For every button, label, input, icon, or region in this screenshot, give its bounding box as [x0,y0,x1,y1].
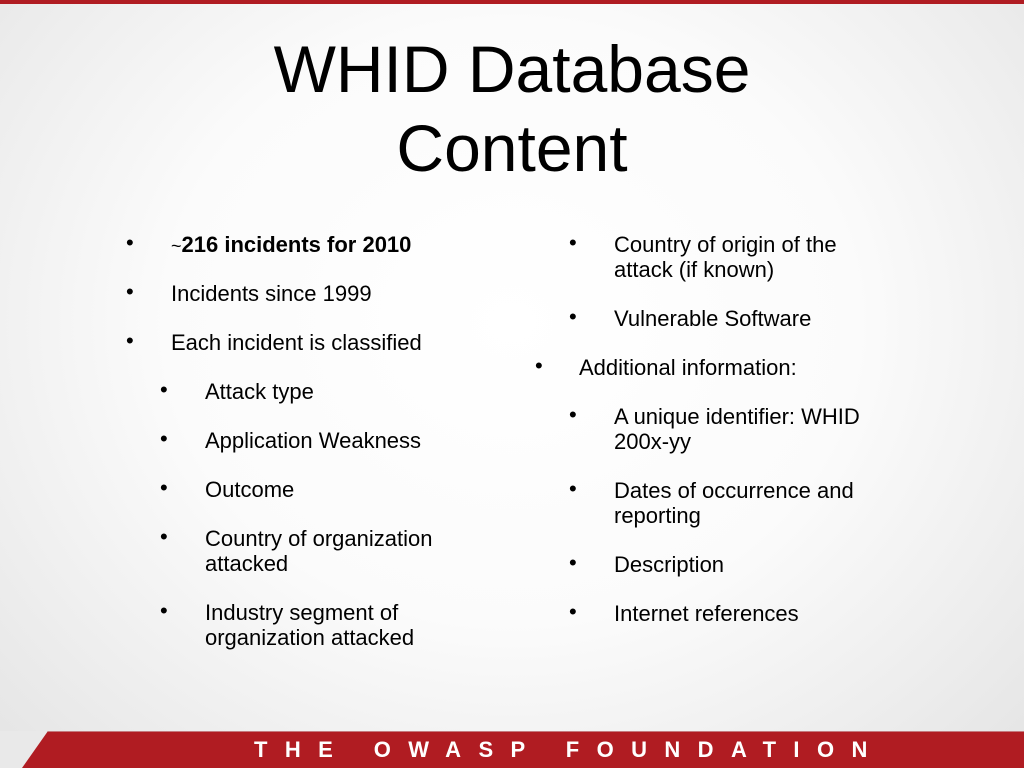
list-item-line-1: Industry segment of [205,600,399,625]
list-item: Additional information: [579,355,797,380]
list-item-line-1: Country of origin of the [614,232,837,257]
list-item-line-2: organization attacked [205,625,415,650]
list-item: Application Weakness [205,428,422,453]
list-item-line-1: A unique identifier: WHID [614,404,860,429]
bullet-icon: • [160,524,168,549]
list-item: Attack type [205,379,314,404]
list-item-text: 216 incidents for 2010 [181,232,412,257]
slide-title-line-2: Content [396,111,628,185]
list-item-line-1: Dates of occurrence and [614,478,854,503]
bullet-icon: • [535,353,543,378]
tilde-prefix: ~ [171,236,182,256]
top-accent-rule [0,0,1024,4]
list-item-line-2: reporting [614,503,701,528]
bullet-icon: • [569,599,577,624]
bullet-icon: • [160,377,168,402]
list-item: Description [614,552,725,577]
list-item-line-2: 200x-yy [614,429,692,454]
bullet-icon: • [569,304,577,329]
list-item: Each incident is classified [171,330,422,355]
bullet-icon: • [569,402,577,427]
list-item-line-1: Country of organization [205,526,433,551]
bullet-icon: • [126,279,134,304]
list-item: Internet references [614,601,799,626]
slide-title-line-1: WHID Database [273,32,751,106]
bullet-icon: • [160,475,168,500]
slide-title [0,30,1024,188]
bullet-icon: • [569,476,577,501]
list-item: Vulnerable Software [614,306,812,331]
bullet-icon: • [160,598,168,623]
list-item-line-2: attacked [205,551,289,576]
bullet-icon: • [126,328,134,353]
bullet-icon: • [569,550,577,575]
list-item: Incidents since 1999 [171,281,372,306]
bullet-icon: • [569,230,577,255]
list-item-line-2: attack (if known) [614,257,775,282]
footer-text: THE OWASP FOUNDATION [254,737,885,762]
list-item: Outcome [205,477,295,502]
list-item [171,232,411,259]
bullet-icon: • [126,230,134,255]
bullet-icon: • [160,426,168,451]
